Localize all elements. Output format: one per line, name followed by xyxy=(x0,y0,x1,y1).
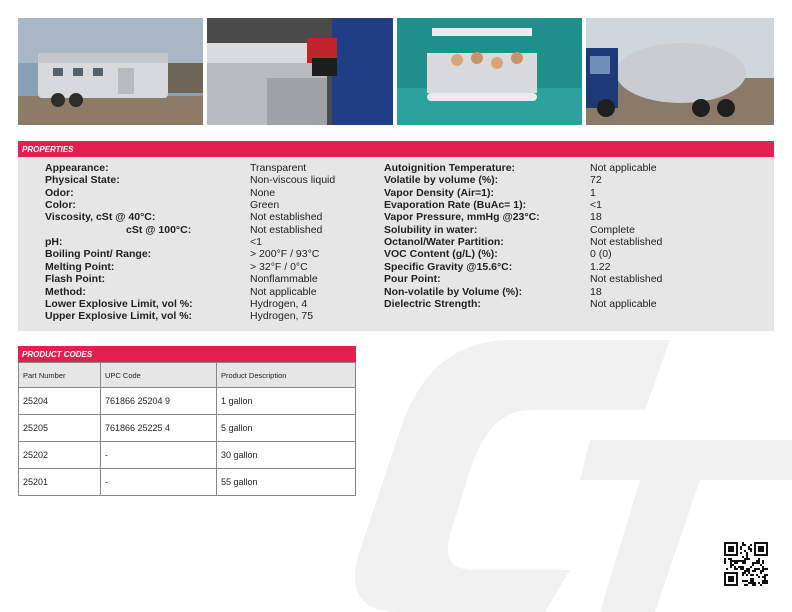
property-value: > 32°F / 0°C xyxy=(250,260,308,273)
property-value: Not established xyxy=(250,223,323,236)
property-value: 1.22 xyxy=(590,260,611,273)
property-value: 18 xyxy=(590,285,602,298)
upc-code-cell: 761866 25204 9 xyxy=(101,388,217,415)
property-value: Not applicable xyxy=(590,297,657,310)
property-label: Boiling Point/ Range: xyxy=(45,248,152,261)
property-label: Vapor Pressure, mmHg @23°C: xyxy=(384,211,540,224)
property-label: cSt @ 100°C: xyxy=(126,223,192,236)
property-value: Transparent xyxy=(250,162,307,174)
property-label: Flash Point: xyxy=(45,273,106,286)
property-label: Solubility in water: xyxy=(384,223,478,236)
property-value: <1 xyxy=(590,199,602,212)
property-value: <1 xyxy=(250,236,262,249)
property-label: Lower Explosive Limit, vol %: xyxy=(45,297,193,310)
column-header-product-description: Product Description xyxy=(217,363,356,388)
upc-code-cell: - xyxy=(101,469,217,496)
table-row xyxy=(19,415,356,442)
property-label: Volatile by volume (%): xyxy=(384,174,499,187)
description-cell: 1 gallon xyxy=(217,388,356,415)
property-label: Non-volatile by Volume (%): xyxy=(384,285,523,298)
column-header-upc-code: UPC Code xyxy=(101,363,217,388)
property-value: Green xyxy=(250,199,280,212)
property-label: Vapor Density (Air=1): xyxy=(384,186,494,199)
horse-trailer-photo xyxy=(18,18,203,125)
property-label: Autoignition Temperature: xyxy=(384,162,516,174)
property-label: Dielectric Strength: xyxy=(384,297,481,310)
property-value: Not applicable xyxy=(250,285,317,298)
description-cell: 5 gallon xyxy=(217,415,356,442)
property-label: Octanol/Water Partition: xyxy=(384,236,504,249)
property-label: Evaporation Rate (BuAc= 1): xyxy=(384,199,527,212)
product-codes-header: PRODUCT CODES xyxy=(18,346,356,362)
property-value: Hydrogen, 75 xyxy=(250,310,314,323)
property-value: Complete xyxy=(590,223,635,236)
property-value: > 200°F / 93°C xyxy=(250,248,320,261)
properties-header: PROPERTIES xyxy=(18,141,774,157)
property-value: Not established xyxy=(590,236,663,249)
part-number-cell: 25202 xyxy=(19,442,101,469)
property-label: Specific Gravity @15.6°C: xyxy=(384,260,513,273)
property-value: None xyxy=(250,186,276,199)
property-label: Appearance: xyxy=(45,162,109,174)
column-header-part-number: Part Number xyxy=(19,363,101,388)
fuel-tank-refuel-photo xyxy=(207,18,393,125)
property-value: 0 (0) xyxy=(590,248,612,261)
product-codes-table xyxy=(18,362,356,496)
table-row xyxy=(19,442,356,469)
description-cell: 30 gallon xyxy=(217,442,356,469)
property-label: VOC Content (g/L) (%): xyxy=(384,248,498,261)
property-value: 18 xyxy=(590,211,602,224)
upc-code-cell: - xyxy=(101,442,217,469)
property-label: Odor: xyxy=(45,186,74,199)
property-label: Physical State: xyxy=(45,174,120,187)
property-value: Not established xyxy=(590,273,663,286)
part-number-cell: 25204 xyxy=(19,388,101,415)
qr-code[interactable] xyxy=(724,542,768,586)
property-value: Hydrogen, 4 xyxy=(250,297,308,310)
property-value: 1 xyxy=(590,186,596,199)
property-label: Melting Point: xyxy=(45,260,115,273)
pontoon-boat-photo xyxy=(397,18,582,125)
part-number-cell: 25205 xyxy=(19,415,101,442)
property-label: Color: xyxy=(45,199,76,212)
table-row xyxy=(19,388,356,415)
table-row xyxy=(19,469,356,496)
property-value: Not applicable xyxy=(590,162,657,174)
properties-panel xyxy=(18,157,774,331)
property-label: Pour Point: xyxy=(384,273,441,286)
property-value: 72 xyxy=(590,174,602,187)
photo-strip xyxy=(18,18,774,125)
description-cell: 55 gallon xyxy=(217,469,356,496)
tanker-truck-photo xyxy=(586,18,774,125)
table-header-row xyxy=(19,363,356,388)
property-label: Upper Explosive Limit, vol %: xyxy=(45,310,193,323)
property-label: Viscosity, cSt @ 40°C: xyxy=(45,211,156,224)
property-value: Nonflammable xyxy=(250,273,318,286)
property-label: Method: xyxy=(45,285,86,298)
property-value: Not established xyxy=(250,211,323,224)
property-value: Non-viscous liquid xyxy=(250,174,336,187)
property-label: pH: xyxy=(45,236,63,249)
upc-code-cell: 761866 25225 4 xyxy=(101,415,217,442)
part-number-cell: 25201 xyxy=(19,469,101,496)
